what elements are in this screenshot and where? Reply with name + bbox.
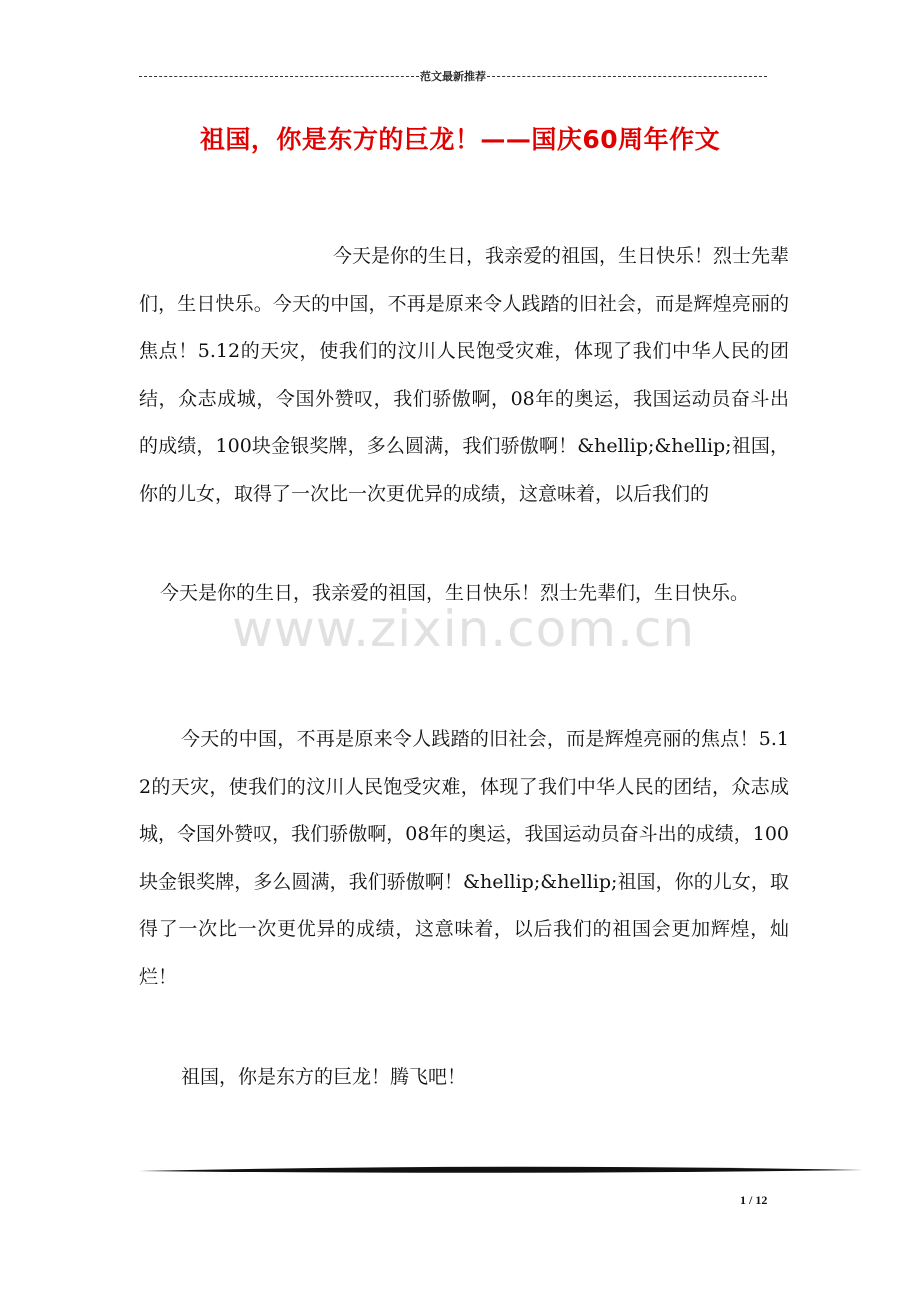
header-rule (139, 66, 767, 86)
page-number: 1 / 12 (740, 1193, 768, 1207)
paragraph-2: 今天是你的生日，我亲爱的祖国，生日快乐！烈士先辈们，生日快乐。 (160, 582, 750, 604)
header-label: 范文最新推荐 (420, 70, 486, 83)
paragraph-1: 今天是你的生日，我亲爱的祖国，生日快乐！烈士先辈们，生日快乐。今天的中国，不再是原来令人践踏的旧社会，而是辉煌亮丽的焦点！5.12的天灾，使我们的汶川人民饱受灾难，体现了我们中华人民的团结，众志成城，令国外赞叹，我们骄傲啊，08年的奥运，我国运动员奋斗出的成绩，100块金银奖牌，多么圆满，我们骄傲啊！&hellip;&hellip;祖国，你的儿女，取得了一次比一次更优异的成绩，这意味着，以后我们的 (139, 245, 790, 505)
header-dash-right (487, 76, 767, 77)
header-dash-left (139, 76, 419, 77)
paragraph-3: 今天的中国，不再是原来令人践踏的旧社会，而是辉煌亮丽的焦点！5.12的天灾，使我们的汶川人民饱受灾难，体现了我们中华人民的团结，众志成城，令国外赞叹，我们骄傲啊，08年的奥运，我国运动员奋斗出的成绩，100块金银奖牌，多么圆满，我们骄傲啊！&hellip;&hellip;祖国，你的儿女，取得了一次比一次更优异的成绩，这意味着，以后我们的祖国会更加辉煌，灿烂！ (139, 728, 789, 988)
watermark: www.zixin.com.cn (232, 600, 696, 658)
paragraph-4: 祖国，你是东方的巨龙！腾飞吧！ (181, 1066, 467, 1088)
footer-divider (139, 1163, 863, 1177)
document-title: 祖国，你是东方的巨龙！——国庆60周年作文 (199, 125, 721, 154)
